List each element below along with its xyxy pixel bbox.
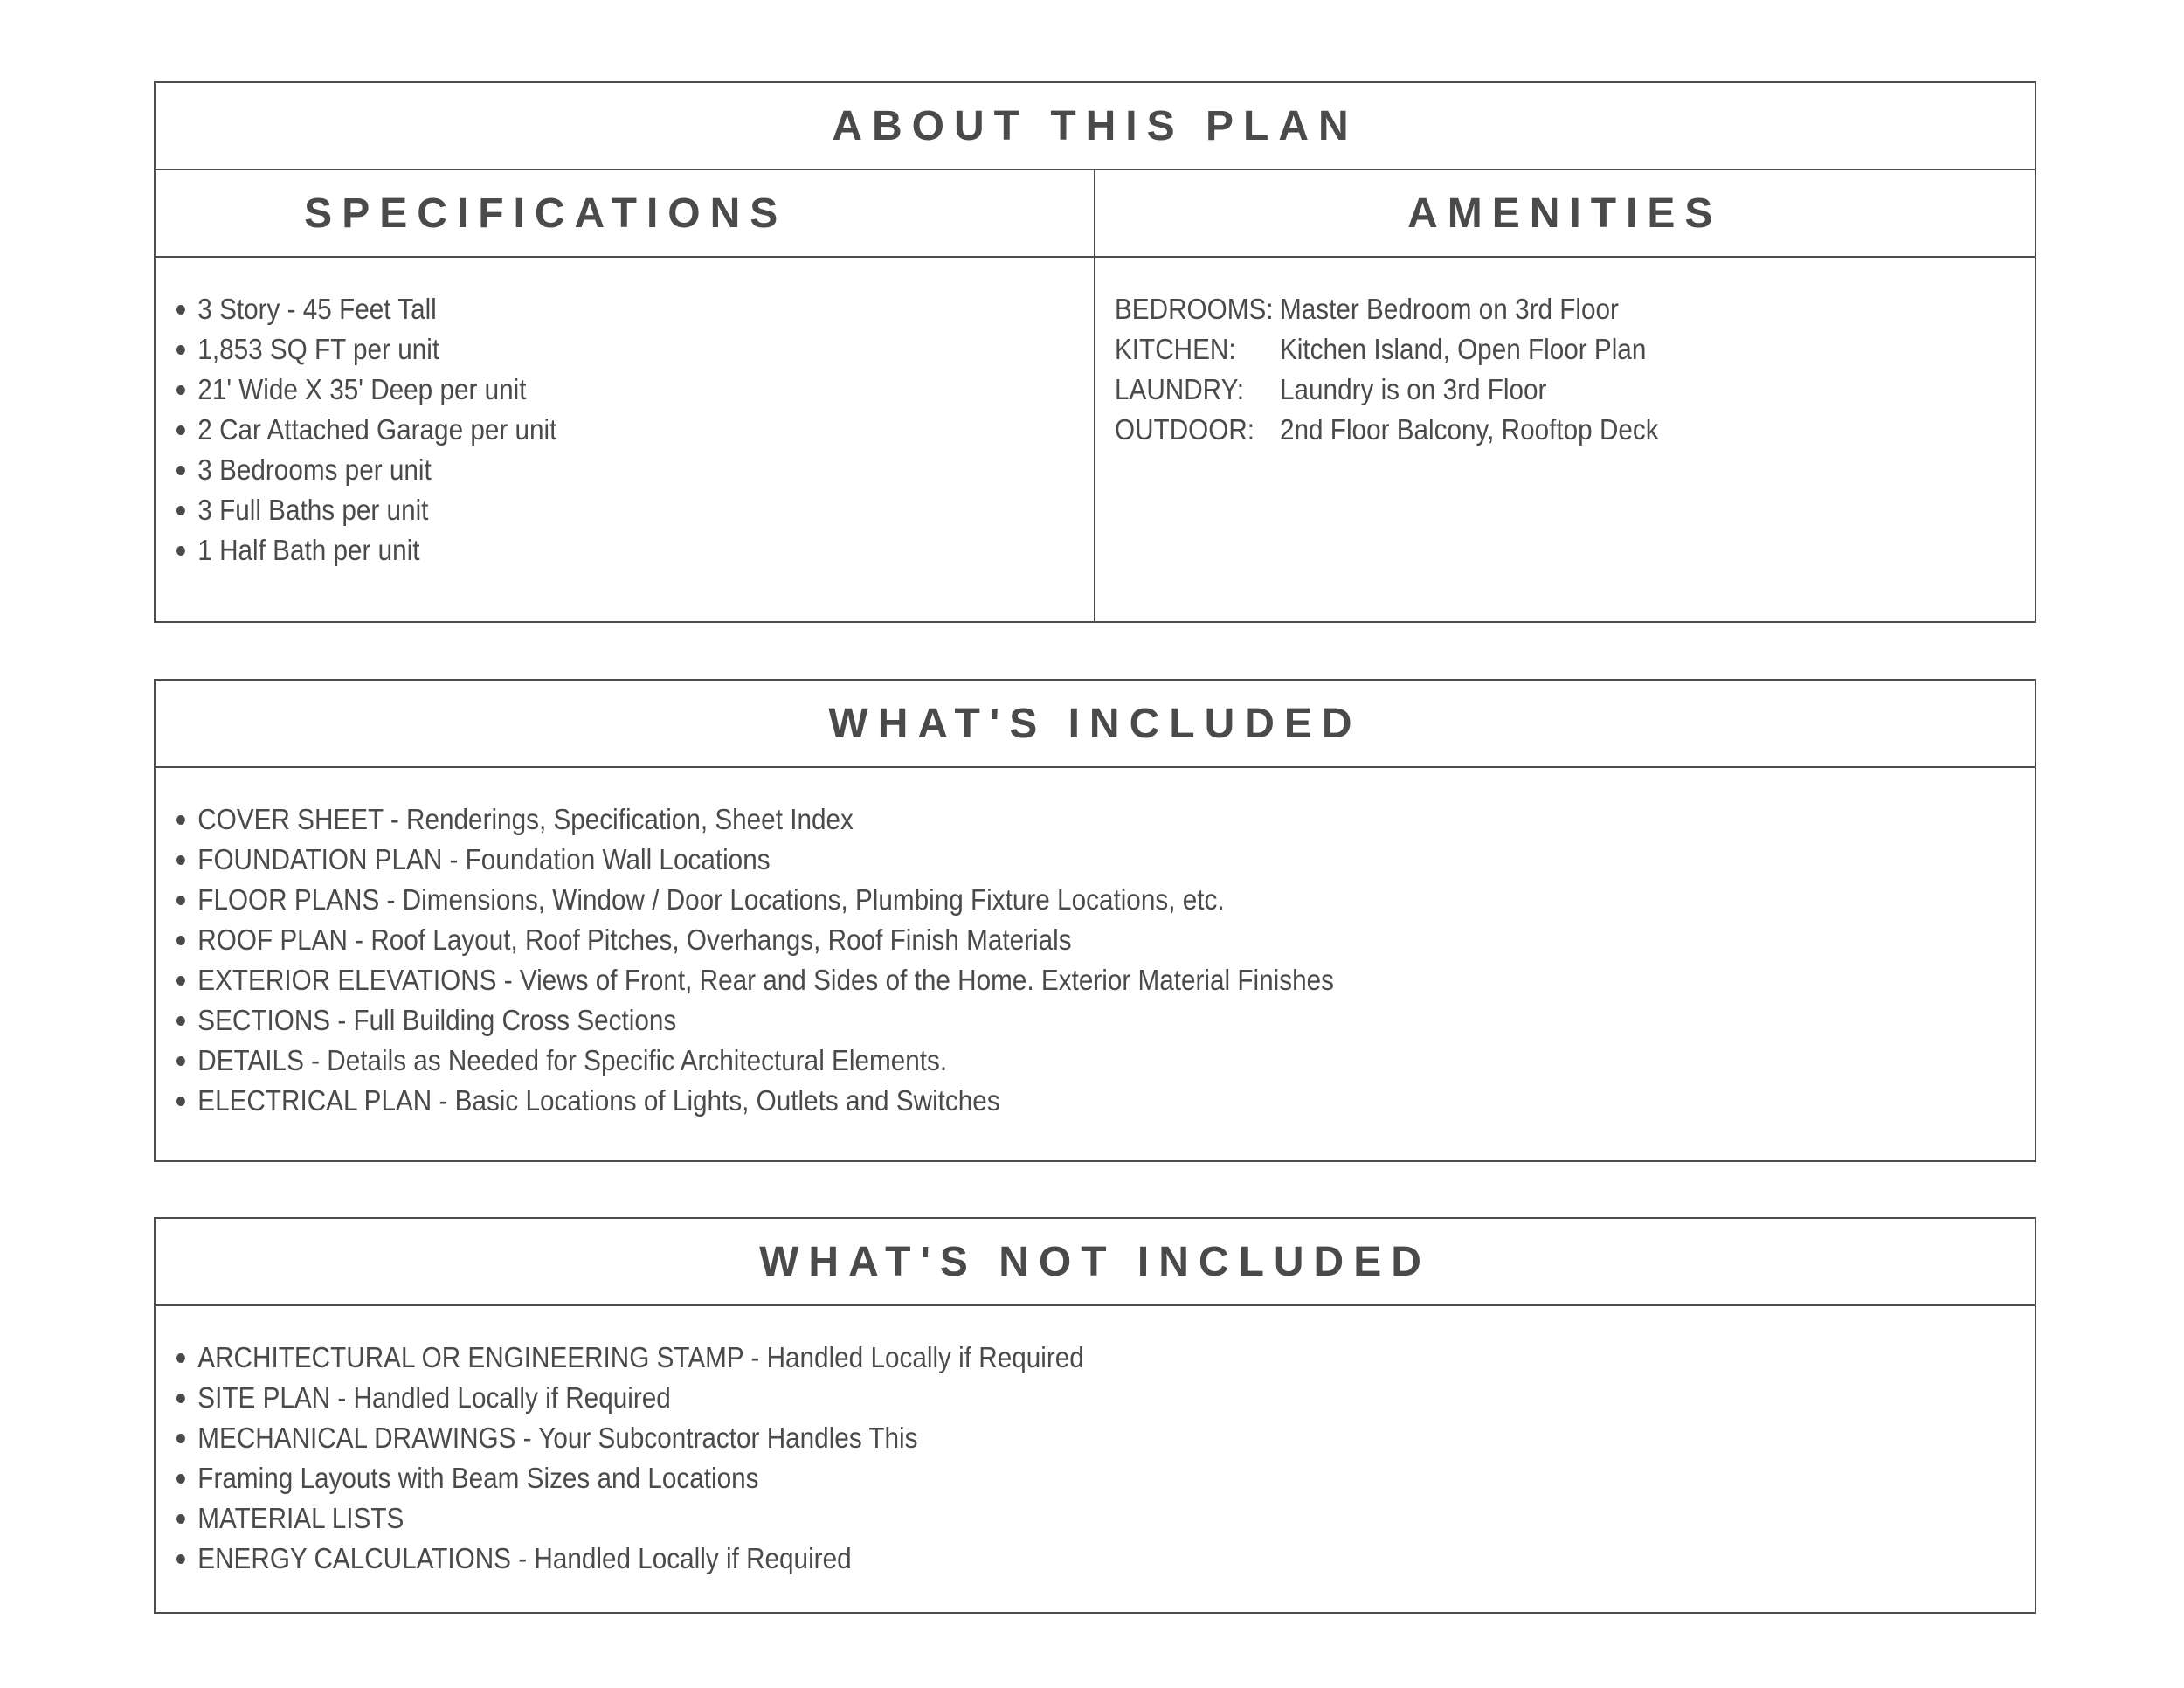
bullet-icon	[176, 1514, 185, 1524]
amenities-title: AMENITIES	[1407, 190, 1723, 237]
list-item-text: COVER SHEET - Renderings, Specification, Sheet Index	[197, 803, 854, 835]
about-heading-row	[156, 83, 2035, 170]
bullet-icon	[176, 936, 185, 945]
about-this-plan-panel	[154, 81, 2036, 623]
list-item	[176, 289, 1002, 329]
not-included-body	[156, 1306, 2035, 1579]
list-item	[176, 1418, 1849, 1458]
amenities-column	[1095, 258, 2035, 621]
bullet-icon	[176, 345, 185, 355]
about-columns	[156, 258, 2035, 621]
list-item-text: SECTIONS - Full Building Cross Sections	[197, 1004, 677, 1036]
amenity-row	[1115, 329, 1943, 370]
list-item	[176, 329, 1002, 370]
list-item	[176, 1458, 1849, 1498]
bullet-icon	[176, 1394, 185, 1403]
amenity-label: LAUNDRY:	[1114, 373, 1244, 405]
list-item-text: ARCHITECTURAL OR ENGINEERING STAMP - Handled Locally if Required	[197, 1341, 1084, 1373]
list-item	[176, 530, 1002, 571]
bullet-icon	[176, 1097, 185, 1106]
list-item-text: 1 Half Bath per unit	[197, 534, 420, 566]
included-heading-row	[156, 681, 2035, 768]
list-item-text: MATERIAL LISTS	[197, 1502, 404, 1534]
specifications-heading-cell	[156, 170, 1095, 256]
list-item-text: EXTERIOR ELEVATIONS - Views of Front, Rear and Sides of the Home. Exterior Material Finishes	[197, 964, 1334, 996]
list-item-text: ENERGY CALCULATIONS - Handled Locally if Required	[197, 1542, 852, 1574]
list-item	[176, 1000, 1849, 1041]
amenity-value: Master Bedroom on 3rd Floor	[1279, 293, 1619, 325]
list-item-text: SITE PLAN - Handled Locally if Required	[197, 1381, 671, 1414]
list-item-text: FOUNDATION PLAN - Foundation Wall Locations	[197, 843, 771, 875]
list-item-text: 3 Full Baths per unit	[197, 494, 429, 526]
amenity-row	[1115, 410, 1943, 450]
list-item	[176, 920, 1849, 960]
specifications-list	[176, 289, 1094, 571]
list-item	[176, 1081, 1849, 1121]
list-item	[176, 880, 1849, 920]
included-list	[176, 799, 2035, 1121]
about-title: ABOUT THIS PLAN	[832, 102, 1358, 149]
amenity-row	[1115, 370, 1943, 410]
list-item	[176, 960, 1849, 1000]
not-included-title: WHAT'S NOT INCLUDED	[759, 1238, 1431, 1285]
bullet-icon	[176, 385, 185, 395]
list-item-text: ROOF PLAN - Roof Layout, Roof Pitches, Overhangs, Roof Finish Materials	[197, 924, 1072, 956]
list-item	[176, 1041, 1849, 1081]
amenity-label: KITCHEN:	[1114, 333, 1236, 365]
list-item	[176, 1498, 1849, 1539]
bullet-icon	[176, 1353, 185, 1363]
list-item-text: 2 Car Attached Garage per unit	[197, 413, 557, 446]
bullet-icon	[176, 815, 185, 825]
bullet-icon	[176, 1434, 185, 1443]
bullet-icon	[176, 466, 185, 475]
list-item	[176, 410, 1002, 450]
list-item-text: ELECTRICAL PLAN - Basic Locations of Lights, Outlets and Switches	[197, 1084, 1000, 1117]
bullet-icon	[176, 506, 185, 515]
list-item-text: DETAILS - Details as Needed for Specific Architectural Elements.	[197, 1044, 948, 1076]
list-item	[176, 1338, 1849, 1378]
not-included-heading-row	[156, 1219, 2035, 1306]
list-item-text: 3 Bedrooms per unit	[197, 453, 432, 486]
bullet-icon	[176, 896, 185, 905]
amenity-value: Laundry is on 3rd Floor	[1279, 373, 1546, 405]
included-body	[156, 768, 2035, 1121]
amenity-value: 2nd Floor Balcony, Rooftop Deck	[1279, 413, 1659, 446]
list-item	[176, 840, 1849, 880]
about-subheadings	[156, 170, 2035, 258]
list-item	[176, 490, 1002, 530]
amenity-label: BEDROOMS:	[1114, 293, 1274, 325]
bullet-icon	[176, 546, 185, 556]
bullet-icon	[176, 1056, 185, 1066]
amenity-row	[1115, 289, 1943, 329]
bullet-icon	[176, 425, 185, 435]
list-item-text: MECHANICAL DRAWINGS - Your Subcontractor Handles This	[197, 1422, 918, 1454]
specifications-column	[156, 258, 1095, 621]
bullet-icon	[176, 976, 185, 986]
list-item	[176, 1539, 1849, 1579]
amenity-value: Kitchen Island, Open Floor Plan	[1279, 333, 1646, 365]
list-item-text: Framing Layouts with Beam Sizes and Locations	[197, 1462, 759, 1494]
bullet-icon	[176, 305, 185, 315]
amenity-label: OUTDOOR:	[1114, 413, 1254, 446]
list-item	[176, 799, 1849, 840]
whats-included-panel	[154, 679, 2036, 1162]
list-item-text: FLOOR PLANS - Dimensions, Window / Door Locations, Plumbing Fixture Locations, etc.	[197, 883, 1225, 916]
bullet-icon	[176, 1016, 185, 1026]
list-item	[176, 1378, 1849, 1418]
specifications-title: SPECIFICATIONS	[304, 190, 788, 237]
list-item	[176, 370, 1002, 410]
included-title: WHAT'S INCLUDED	[828, 700, 1362, 747]
list-item-text: 21' Wide X 35' Deep per unit	[197, 373, 527, 405]
amenities-heading-cell	[1095, 170, 2035, 256]
bullet-icon	[176, 1474, 185, 1484]
list-item	[176, 450, 1002, 490]
list-item-text: 3 Story - 45 Feet Tall	[197, 293, 437, 325]
whats-not-included-panel	[154, 1217, 2036, 1614]
not-included-list	[176, 1338, 2035, 1579]
bullet-icon	[176, 1554, 185, 1564]
bullet-icon	[176, 855, 185, 865]
list-item-text: 1,853 SQ FT per unit	[197, 333, 440, 365]
